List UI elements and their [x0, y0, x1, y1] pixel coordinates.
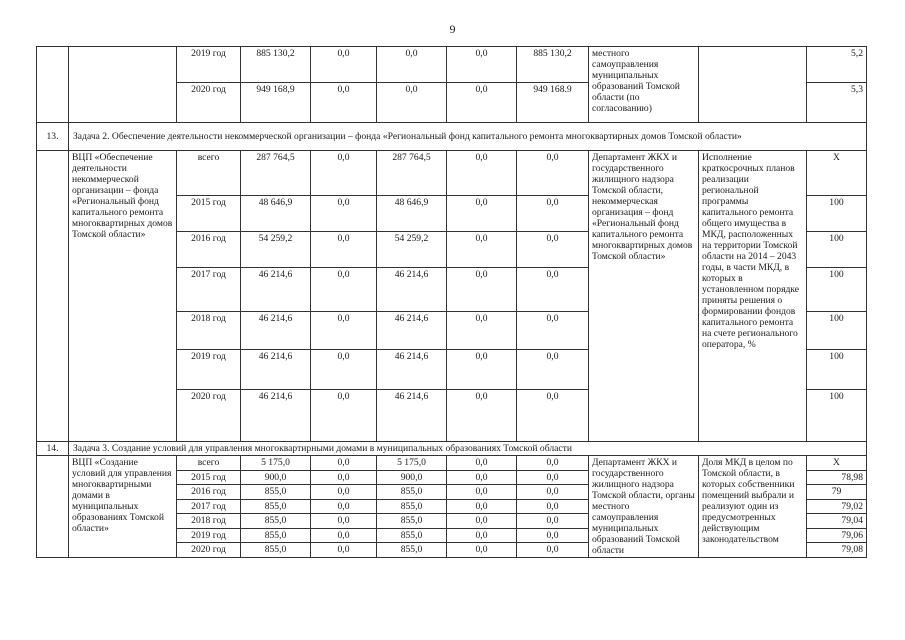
- federal-cell: 0,0: [311, 499, 377, 514]
- local-cell: 0,0: [447, 543, 517, 558]
- total-cell: 48 646,9: [241, 196, 311, 232]
- total-cell: 5 175,0: [241, 456, 311, 471]
- indicator-value-cell: 100: [807, 350, 867, 390]
- local-cell: 0,0: [447, 456, 517, 471]
- executor-cell: Департамент ЖКХ и государственного жилищного надзора Томской области, органы местного самоуправления муниципальных образований Томской области: [589, 456, 699, 558]
- indicator-value-cell: 79: [807, 485, 867, 500]
- total-cell: 54 259,2: [241, 232, 311, 268]
- local-cell: 0,0: [447, 83, 517, 123]
- local-cell: 0,0: [447, 268, 517, 312]
- indicator-value-cell: 78,98: [807, 470, 867, 485]
- indicator-value-cell: 79,08: [807, 543, 867, 558]
- regional-cell: 855,0: [377, 543, 447, 558]
- regional-cell: 855,0: [377, 485, 447, 500]
- total-cell: 287 764,5: [241, 151, 311, 196]
- extra-budget-cell: 0,0: [517, 485, 589, 500]
- local-cell: 0,0: [447, 485, 517, 500]
- indicator-value-cell: 79,04: [807, 514, 867, 529]
- local-cell: 0,0: [447, 350, 517, 390]
- local-cell: 0,0: [447, 528, 517, 543]
- regional-cell: 46 214,6: [377, 268, 447, 312]
- federal-cell: 0,0: [311, 232, 377, 268]
- extra-budget-cell: 0,0: [517, 499, 589, 514]
- local-cell: 0,0: [447, 196, 517, 232]
- regional-cell: 46 214,6: [377, 312, 447, 350]
- year-cell: 2018 год: [177, 312, 241, 350]
- num-cell: [37, 151, 69, 442]
- program-cell: ВЦП «Обеспечение деятельности некоммерческой организации – фонда «Региональный фонд капитального ремонта многоквартирных домов Томской области»: [69, 151, 177, 442]
- extra-budget-cell: 0,0: [517, 232, 589, 268]
- federal-cell: 0,0: [311, 543, 377, 558]
- regional-cell: 48 646,9: [377, 196, 447, 232]
- num-cell: [37, 456, 69, 558]
- federal-cell: 0,0: [311, 528, 377, 543]
- federal-cell: 0,0: [311, 312, 377, 350]
- program-table: [36, 46, 867, 558]
- year-cell: 2015 год: [177, 470, 241, 485]
- regional-cell: 855,0: [377, 499, 447, 514]
- regional-cell: 46 214,6: [377, 390, 447, 442]
- federal-cell: 0,0: [311, 151, 377, 196]
- executor-cell: Департамент ЖКХ и государственного жилищного надзора Томской области, некоммерческая организация – фонд «Региональный фонд капитального ремонта многоквартирных домов Томской области»: [589, 151, 699, 442]
- task-header-row: [37, 442, 867, 456]
- total-cell: 46 214,6: [241, 350, 311, 390]
- indicator-value-cell: 100: [807, 232, 867, 268]
- indicator-value-cell: 5,2: [807, 47, 867, 83]
- year-cell: 2020 год: [177, 390, 241, 442]
- regional-cell: 900,0: [377, 470, 447, 485]
- total-cell: 855,0: [241, 514, 311, 529]
- regional-cell: 855,0: [377, 528, 447, 543]
- extra-budget-cell: 0,0: [517, 528, 589, 543]
- table-row: [37, 151, 867, 196]
- year-cell: всего: [177, 456, 241, 471]
- program-cell: ВЦП «Создание условий для управления многоквартирными домами в муниципальных образованиях Томской области»: [69, 456, 177, 558]
- local-cell: 0,0: [447, 470, 517, 485]
- year-cell: 2019 год: [177, 47, 241, 83]
- federal-cell: 0,0: [311, 514, 377, 529]
- extra-budget-cell: 885 130,2: [517, 47, 589, 83]
- task-header-row: [37, 123, 867, 151]
- executor-cell: местного самоуправления муниципальных образований Томской области (по согласованию): [589, 47, 699, 123]
- extra-budget-cell: 0,0: [517, 543, 589, 558]
- federal-cell: 0,0: [311, 196, 377, 232]
- program-cell: [69, 47, 177, 123]
- extra-budget-cell: 0,0: [517, 514, 589, 529]
- indicator-value-cell: 100: [807, 312, 867, 350]
- local-cell: 0,0: [447, 390, 517, 442]
- extra-budget-cell: 0,0: [517, 268, 589, 312]
- federal-cell: 0,0: [311, 83, 377, 123]
- regional-cell: 46 214,6: [377, 350, 447, 390]
- federal-cell: 0,0: [311, 390, 377, 442]
- federal-cell: 0,0: [311, 47, 377, 83]
- extra-budget-cell: 0,0: [517, 151, 589, 196]
- local-cell: 0,0: [447, 312, 517, 350]
- total-cell: 900,0: [241, 470, 311, 485]
- indicator-value-cell: Х: [807, 456, 867, 471]
- federal-cell: 0,0: [311, 456, 377, 471]
- task-number: 13.: [37, 123, 69, 151]
- total-cell: 46 214,6: [241, 268, 311, 312]
- page-number: 9: [449, 22, 456, 36]
- extra-budget-cell: 0,0: [517, 390, 589, 442]
- indicator-cell: Доля МКД в целом по Томской области, в которых собственники помещений выбрали и реализуют один из предусмотренных действующим законодательством: [699, 456, 807, 558]
- year-cell: всего: [177, 151, 241, 196]
- year-cell: 2015 год: [177, 196, 241, 232]
- extra-budget-cell: 0,0: [517, 312, 589, 350]
- indicator-value-cell: 79,02: [807, 499, 867, 514]
- task-title: Задача 2. Обеспечение деятельности некоммерческой организации – фонда «Региональный фонд капитального ремонта многоквартирных домов Томской области»: [69, 123, 867, 151]
- total-cell: 885 130,2: [241, 47, 311, 83]
- regional-cell: 0,0: [377, 83, 447, 123]
- federal-cell: 0,0: [311, 350, 377, 390]
- regional-cell: 54 259,2: [377, 232, 447, 268]
- local-cell: 0,0: [447, 514, 517, 529]
- indicator-value-cell: 100: [807, 268, 867, 312]
- year-cell: 2017 год: [177, 268, 241, 312]
- extra-budget-cell: 949 168.9: [517, 83, 589, 123]
- task-title: Задача 3. Создание условий для управления многоквартирными домами в муниципальных образованиях Томской области: [69, 442, 867, 456]
- year-cell: 2016 год: [177, 485, 241, 500]
- year-cell: 2019 год: [177, 528, 241, 543]
- year-cell: 2019 год: [177, 350, 241, 390]
- num-cell: [37, 47, 69, 123]
- total-cell: 46 214,6: [241, 390, 311, 442]
- regional-cell: 855,0: [377, 514, 447, 529]
- table-row: [37, 47, 867, 83]
- indicator-value-cell: 100: [807, 196, 867, 232]
- year-cell: 2020 год: [177, 83, 241, 123]
- year-cell: 2020 год: [177, 543, 241, 558]
- indicator-cell: Исполнение краткосрочных планов реализации региональной программы капитального ремонта общего имущества в МКД, расположенных на территории Томской области на 2014 – 2043 годы, в части МКД, в которых в установленном порядке приняты решения о формировании фондов капитального ремонта на счете регионального оператора, %: [699, 151, 807, 442]
- local-cell: 0,0: [447, 232, 517, 268]
- local-cell: 0,0: [447, 499, 517, 514]
- regional-cell: 5 175,0: [377, 456, 447, 471]
- total-cell: 855,0: [241, 499, 311, 514]
- table-row: [37, 456, 867, 471]
- extra-budget-cell: 0,0: [517, 196, 589, 232]
- regional-cell: 287 764,5: [377, 151, 447, 196]
- year-cell: 2017 год: [177, 499, 241, 514]
- local-cell: 0,0: [447, 47, 517, 83]
- federal-cell: 0,0: [311, 485, 377, 500]
- federal-cell: 0,0: [311, 268, 377, 312]
- indicator-value-cell: 5,3: [807, 83, 867, 123]
- indicator-cell: [699, 47, 807, 123]
- year-cell: 2018 год: [177, 514, 241, 529]
- year-cell: 2016 год: [177, 232, 241, 268]
- total-cell: 855,0: [241, 528, 311, 543]
- total-cell: 46 214,6: [241, 312, 311, 350]
- extra-budget-cell: 0,0: [517, 456, 589, 471]
- total-cell: 949 168,9: [241, 83, 311, 123]
- indicator-value-cell: 100: [807, 390, 867, 442]
- total-cell: 855,0: [241, 485, 311, 500]
- indicator-value-cell: 79,06: [807, 528, 867, 543]
- regional-cell: 0,0: [377, 47, 447, 83]
- local-cell: 0,0: [447, 151, 517, 196]
- extra-budget-cell: 0,0: [517, 350, 589, 390]
- extra-budget-cell: 0,0: [517, 470, 589, 485]
- federal-cell: 0,0: [311, 470, 377, 485]
- indicator-value-cell: Х: [807, 151, 867, 196]
- task-number: 14.: [37, 442, 69, 456]
- total-cell: 855,0: [241, 543, 311, 558]
